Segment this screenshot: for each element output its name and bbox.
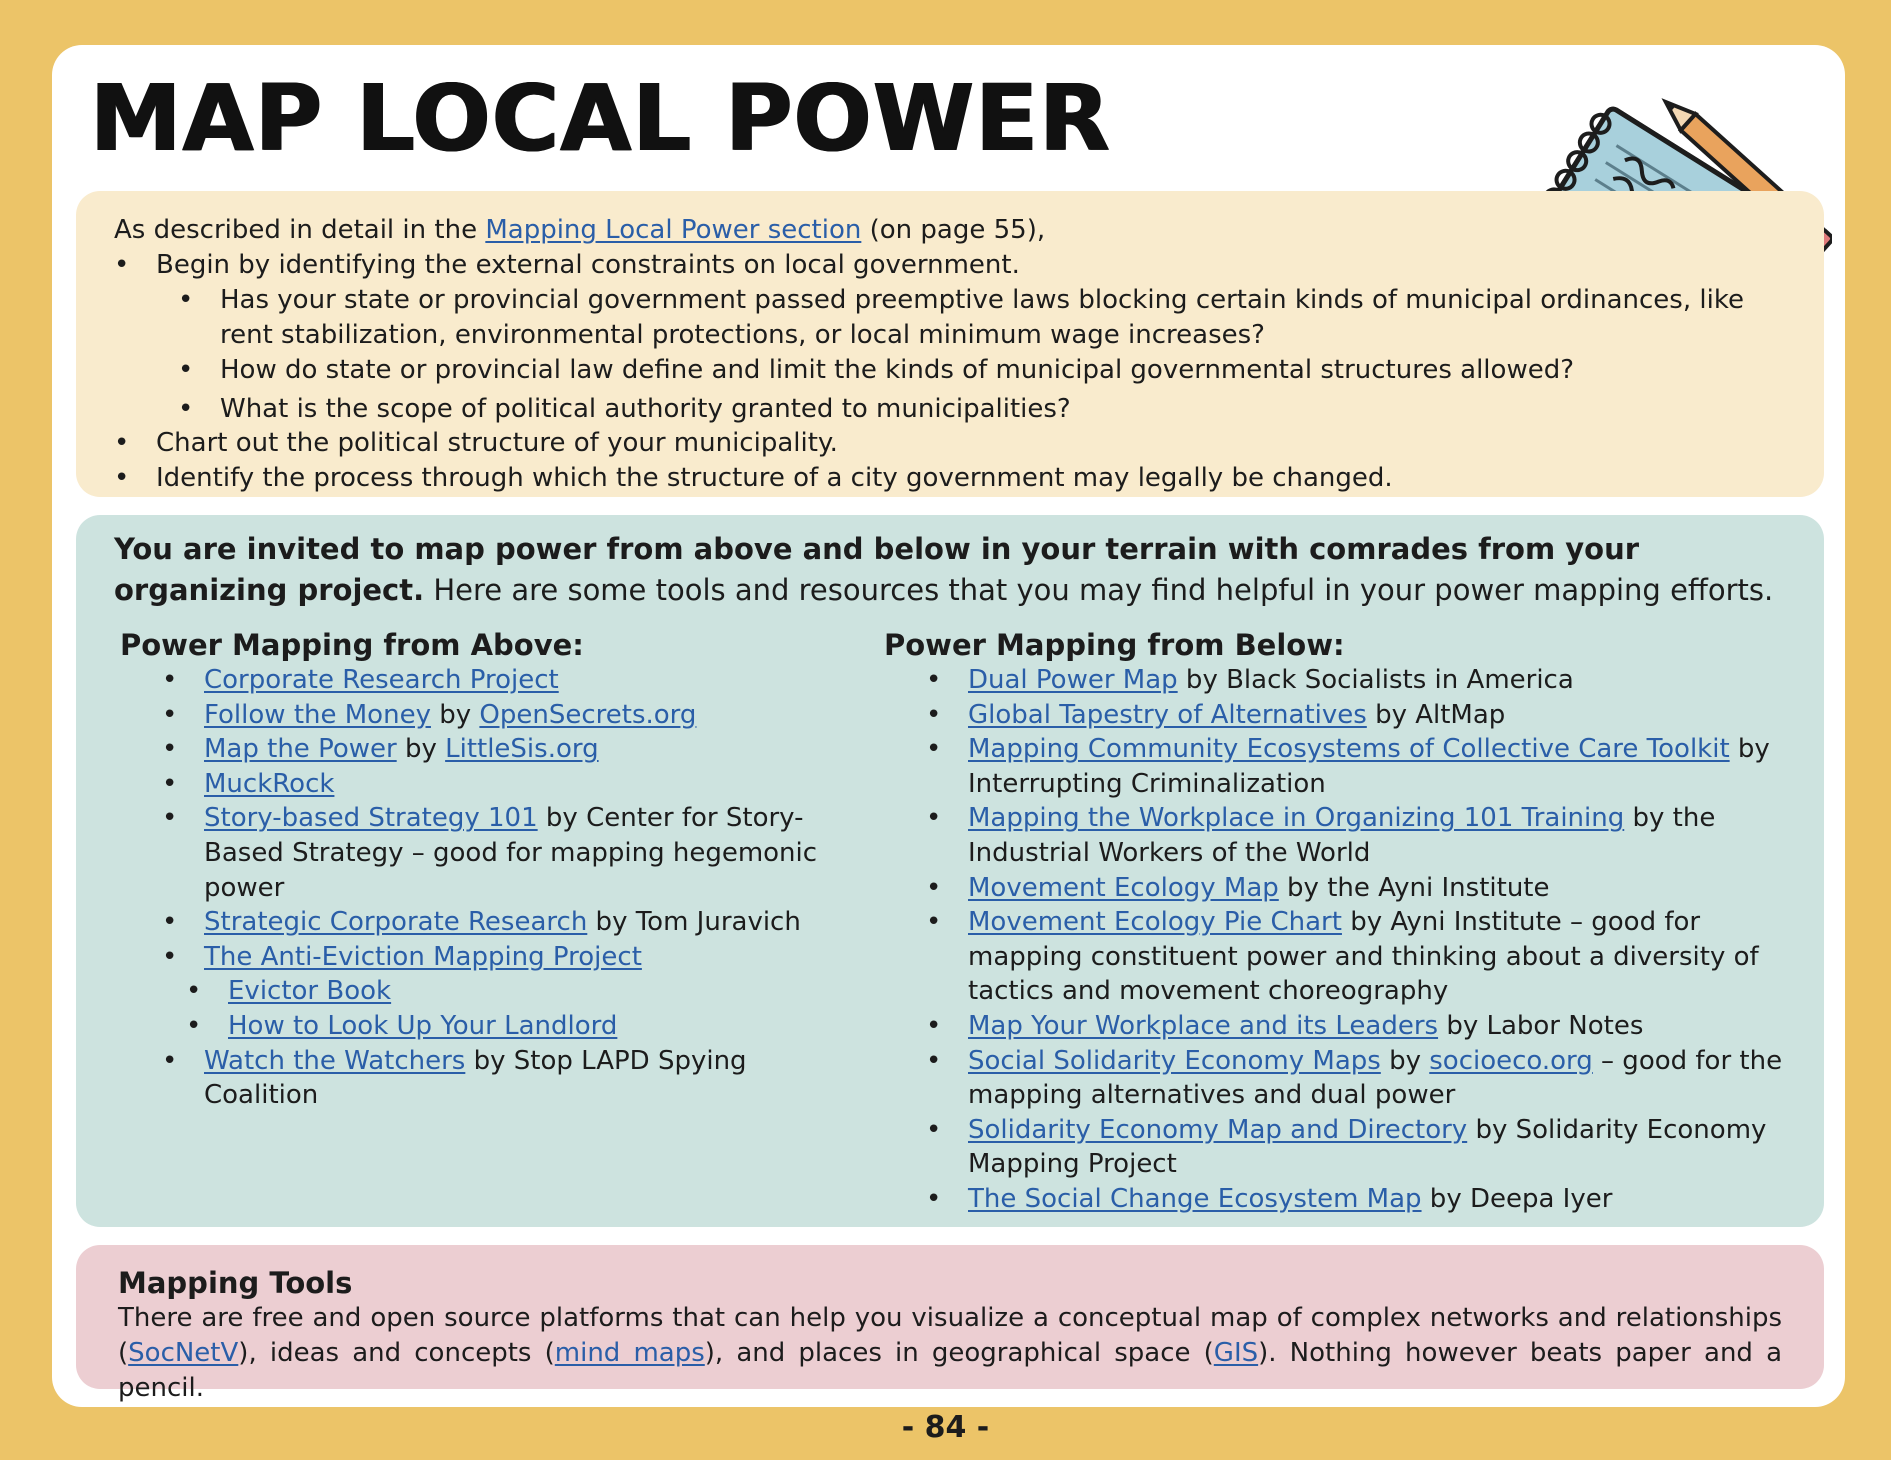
mapping-local-power-link[interactable]: Mapping Local Power section <box>485 215 862 245</box>
socnetv-link[interactable]: SocNetV <box>128 1338 239 1368</box>
page-number: - 84 - <box>901 1410 990 1445</box>
opensecrets-link[interactable]: OpenSecrets.org <box>479 699 697 730</box>
above-column <box>120 627 862 1113</box>
item-description: – good for the mapping alternatives and dual power <box>968 1045 1783 1111</box>
page-title: MAP LOCAL POWER <box>90 65 1111 172</box>
watch-the-watchers-link[interactable]: Watch the Watchers <box>204 1045 466 1076</box>
movement-ecology-pie-chart-link[interactable]: Movement Ecology Pie Chart <box>968 907 1342 938</box>
invite-panel <box>76 515 1824 1227</box>
by-text: by <box>430 699 480 730</box>
item-description: by Center for Story-Based Strategy – good for mapping hegemonic power <box>204 803 818 903</box>
map-your-workplace-link[interactable]: Map Your Workplace and its Leaders <box>968 1010 1439 1041</box>
list-item: • Identify the process through which the structure of a city government may legally be changed. <box>156 461 1786 496</box>
mapping-tools-text <box>118 1301 1782 1406</box>
list-item <box>204 905 862 940</box>
item-description: by Deepa Iyer <box>1421 1183 1613 1214</box>
list-item <box>204 767 862 802</box>
item-description: by the Ayni Institute <box>1278 872 1550 903</box>
anti-eviction-mapping-link[interactable]: The Anti-Eviction Mapping Project <box>204 941 642 972</box>
list-item <box>968 1044 1786 1113</box>
below-heading: Power Mapping from Below: <box>884 628 1345 662</box>
list-item <box>204 940 862 975</box>
list-item <box>968 871 1786 906</box>
list-item <box>968 905 1786 1009</box>
above-sublist <box>162 974 862 1043</box>
item-description: by Interrupting Criminalization <box>968 734 1770 799</box>
item-description: by Labor Notes <box>1438 1010 1644 1041</box>
invite-rest: Here are some tools and resources that you may find helpful in your power mapping efforts. <box>424 573 1774 607</box>
mind-maps-link[interactable]: mind maps <box>554 1338 705 1368</box>
map-the-power-link[interactable]: Map the Power <box>204 734 397 765</box>
list-item <box>204 732 862 767</box>
by-text: by <box>1380 1045 1430 1076</box>
list-item <box>204 801 862 905</box>
list-item <box>204 698 862 733</box>
list-item <box>968 1009 1786 1044</box>
muckrock-link[interactable]: MuckRock <box>204 768 335 799</box>
list-item: • What is the scope of political authority granted to municipalities? <box>220 392 1786 427</box>
intro-panel <box>76 191 1824 497</box>
list-item <box>968 801 1786 870</box>
above-list-end <box>162 1044 862 1113</box>
intro-lead-suffix: (on page 55), <box>861 215 1046 245</box>
littlesis-link[interactable]: LittleSis.org <box>445 734 599 765</box>
page-sheet <box>52 45 1845 1407</box>
item-description: by Stop LAPD Spying Coalition <box>204 1045 747 1111</box>
above-list <box>162 663 862 974</box>
story-based-strategy-link[interactable]: Story-based Strategy 101 <box>204 803 538 834</box>
intro-lead-text: As described in detail in the <box>114 215 486 245</box>
item-description: by AltMap <box>1366 699 1506 730</box>
list-item: • Chart out the political structure of your municipality. <box>156 426 1786 461</box>
corporate-research-project-link[interactable]: Corporate Research Project <box>204 665 559 695</box>
item-description: by Solidarity Economy Mapping Project <box>968 1114 1767 1180</box>
item-description: by Ayni Institute – good for mapping constituent power and thinking about a diversity of tactics and movement choreography <box>968 907 1759 1007</box>
movement-ecology-map-link[interactable]: Movement Ecology Map <box>968 872 1279 903</box>
mapping-tools-heading: Mapping Tools <box>118 1266 353 1300</box>
socioeco-link[interactable]: socioeco.org <box>1429 1045 1593 1076</box>
global-tapestry-link[interactable]: Global Tapestry of Alternatives <box>968 699 1367 730</box>
list-item <box>968 698 1786 733</box>
above-heading: Power Mapping from Above: <box>120 628 584 662</box>
intro-list <box>114 248 1786 283</box>
mapping-the-workplace-link[interactable]: Mapping the Workplace in Organizing 101 Training <box>968 803 1625 834</box>
intro-sublist <box>114 283 1786 426</box>
item-description: by Tom Juravich <box>587 907 801 938</box>
collective-care-toolkit-link[interactable]: Mapping Community Ecosystems of Collective Care Toolkit <box>968 734 1730 765</box>
invite-lead <box>114 529 1786 611</box>
list-item: • Has your state or provincial government passed preemptive laws blocking certain kinds of municipal ordinances, like rent stabilization, environmental protections, or local minimum wage increases? <box>220 283 1786 352</box>
list-item <box>228 974 862 1009</box>
gis-link[interactable]: GIS <box>1213 1338 1259 1368</box>
solidarity-economy-map-link[interactable]: Solidarity Economy Map and Directory <box>968 1114 1468 1145</box>
mapping-tools-panel <box>76 1245 1824 1403</box>
social-change-ecosystem-map-link[interactable]: The Social Change Ecosystem Map <box>968 1183 1422 1214</box>
follow-the-money-link[interactable]: Follow the Money <box>204 699 431 730</box>
item-description: by the Industrial Workers of the World <box>968 803 1716 868</box>
list-item: • How do state or provincial law define and limit the kinds of municipal governmental structures allowed? <box>220 353 1786 388</box>
intro-lead <box>114 213 1786 248</box>
item-description: by Black Socialists in America <box>1177 665 1574 695</box>
list-item <box>968 1182 1786 1217</box>
evictor-book-link[interactable]: Evictor Book <box>228 976 392 1007</box>
list-item <box>968 732 1786 801</box>
by-text: by <box>396 734 446 765</box>
dual-power-map-link[interactable]: Dual Power Map <box>968 665 1178 695</box>
list-item <box>204 663 862 698</box>
invite-bold: You are invited to map power from above and below in your terrain with comrades from your organizing project. <box>114 532 1640 607</box>
list-item <box>968 663 1786 698</box>
below-column <box>884 627 1786 1217</box>
list-item <box>968 1113 1786 1182</box>
list-item: • Begin by identifying the external constraints on local government. <box>156 248 1786 283</box>
tools-text: There are free and open source platforms that can help you visualize a conceptual map of complex networks and relationships ( <box>118 1303 1782 1368</box>
below-list <box>926 663 1786 1217</box>
tools-text: ), ideas and concepts ( <box>238 1338 555 1368</box>
tools-text: ). Nothing however beats paper and a pencil. <box>118 1338 1783 1403</box>
tools-text: ), and places in geographical space ( <box>704 1338 1214 1368</box>
list-item <box>228 1009 862 1044</box>
list-item <box>204 1044 862 1113</box>
strategic-corporate-research-link[interactable]: Strategic Corporate Research <box>204 907 588 938</box>
look-up-landlord-link[interactable]: How to Look Up Your Landlord <box>228 1010 618 1041</box>
social-solidarity-economy-maps-link[interactable]: Social Solidarity Economy Maps <box>968 1045 1381 1076</box>
intro-list-2 <box>114 426 1786 495</box>
